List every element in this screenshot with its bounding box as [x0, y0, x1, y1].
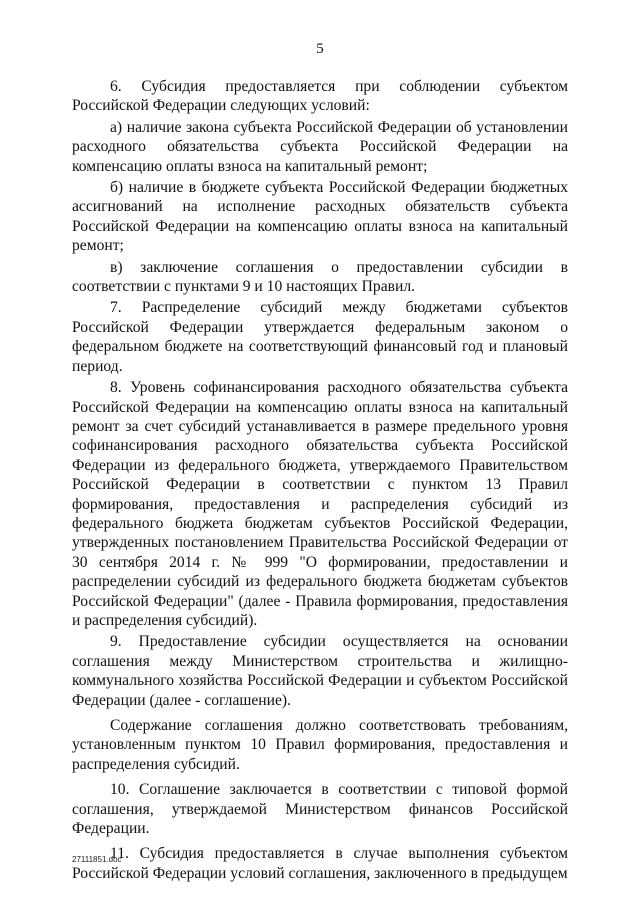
paragraph-8: 8. Уровень софинансирования расходного обязательства субъекта Российской Федерации на компенсацию оплаты взноса на капитальный ремонт за счет субсидий устанавливается в размере предельного уровня софинансирования расходного обязательства субъекта Российской Федерации из федерального бюджета, утверждаемого Правительством Российской Федерации в соответствии с пунктом 13 Правил формирования, предоставления и распределения субсидий из федерального бюджета бюджетам субъектов Российской Федерации, утвержденных постановлением Правительства Российской Федерации от 30 сентября 2014 г. № 999 "О формировании, предоставлении и распределении субсидий из федерального бюджета бюджетам субъектов Российской Федерации" (далее - Правила формирования, предоставления и распределения субсидий).	[72, 379, 568, 629]
paragraph-9: 9. Предоставление субсидии осуществляется на основании соглашения между Министерством строительства и жилищно-коммунального хозяйства Российской Федерации и субъектом Российской Федерации (далее - соглашение).	[72, 633, 568, 709]
paragraph-9-content: Содержание соглашения должно соответствовать требованиям, установленным пунктом 10 Правил формирования, предоставления и распределения субсидий.	[72, 717, 568, 773]
paragraph-6a: а) наличие закона субъекта Российской Федерации об установлении расходного обязательства субъекта Российской Федерации на компенсацию оплаты взноса на капитальный ремонт;	[72, 118, 568, 175]
document-filename: 27111851.doc	[72, 855, 122, 864]
paragraph-6: 6. Субсидия предоставляется при соблюдении субъектом Российской Федерации следующих условий:	[72, 78, 568, 115]
document-body	[72, 77, 568, 883]
paragraph-7: 7. Распределение субсидий между бюджетами субъектов Российской Федерации утверждается федеральным законом о федеральном бюджете на соответствующий финансовый год и плановый период.	[72, 299, 568, 375]
paragraph-11: 11. Субсидия предоставляется в случае выполнения субъектом Российской Федерации условий соглашения, заключенного в предыдущем	[72, 845, 568, 882]
paragraph-6b: б) наличие в бюджете субъекта Российской Федерации бюджетных ассигнований на исполнение расходных обязательств субъекта Российской Федерации на компенсацию оплаты взноса на капитальный ремонт;	[72, 179, 568, 255]
paragraph-10: 10. Соглашение заключается в соответствии с типовой формой соглашения, утверждаемой Министерством финансов Российской Федерации.	[72, 781, 568, 838]
page-number: 5	[316, 41, 324, 57]
paragraph-6c: в) заключение соглашения о предоставлении субсидии в соответствии с пунктами 9 и 10 настоящих Правил.	[72, 258, 568, 296]
